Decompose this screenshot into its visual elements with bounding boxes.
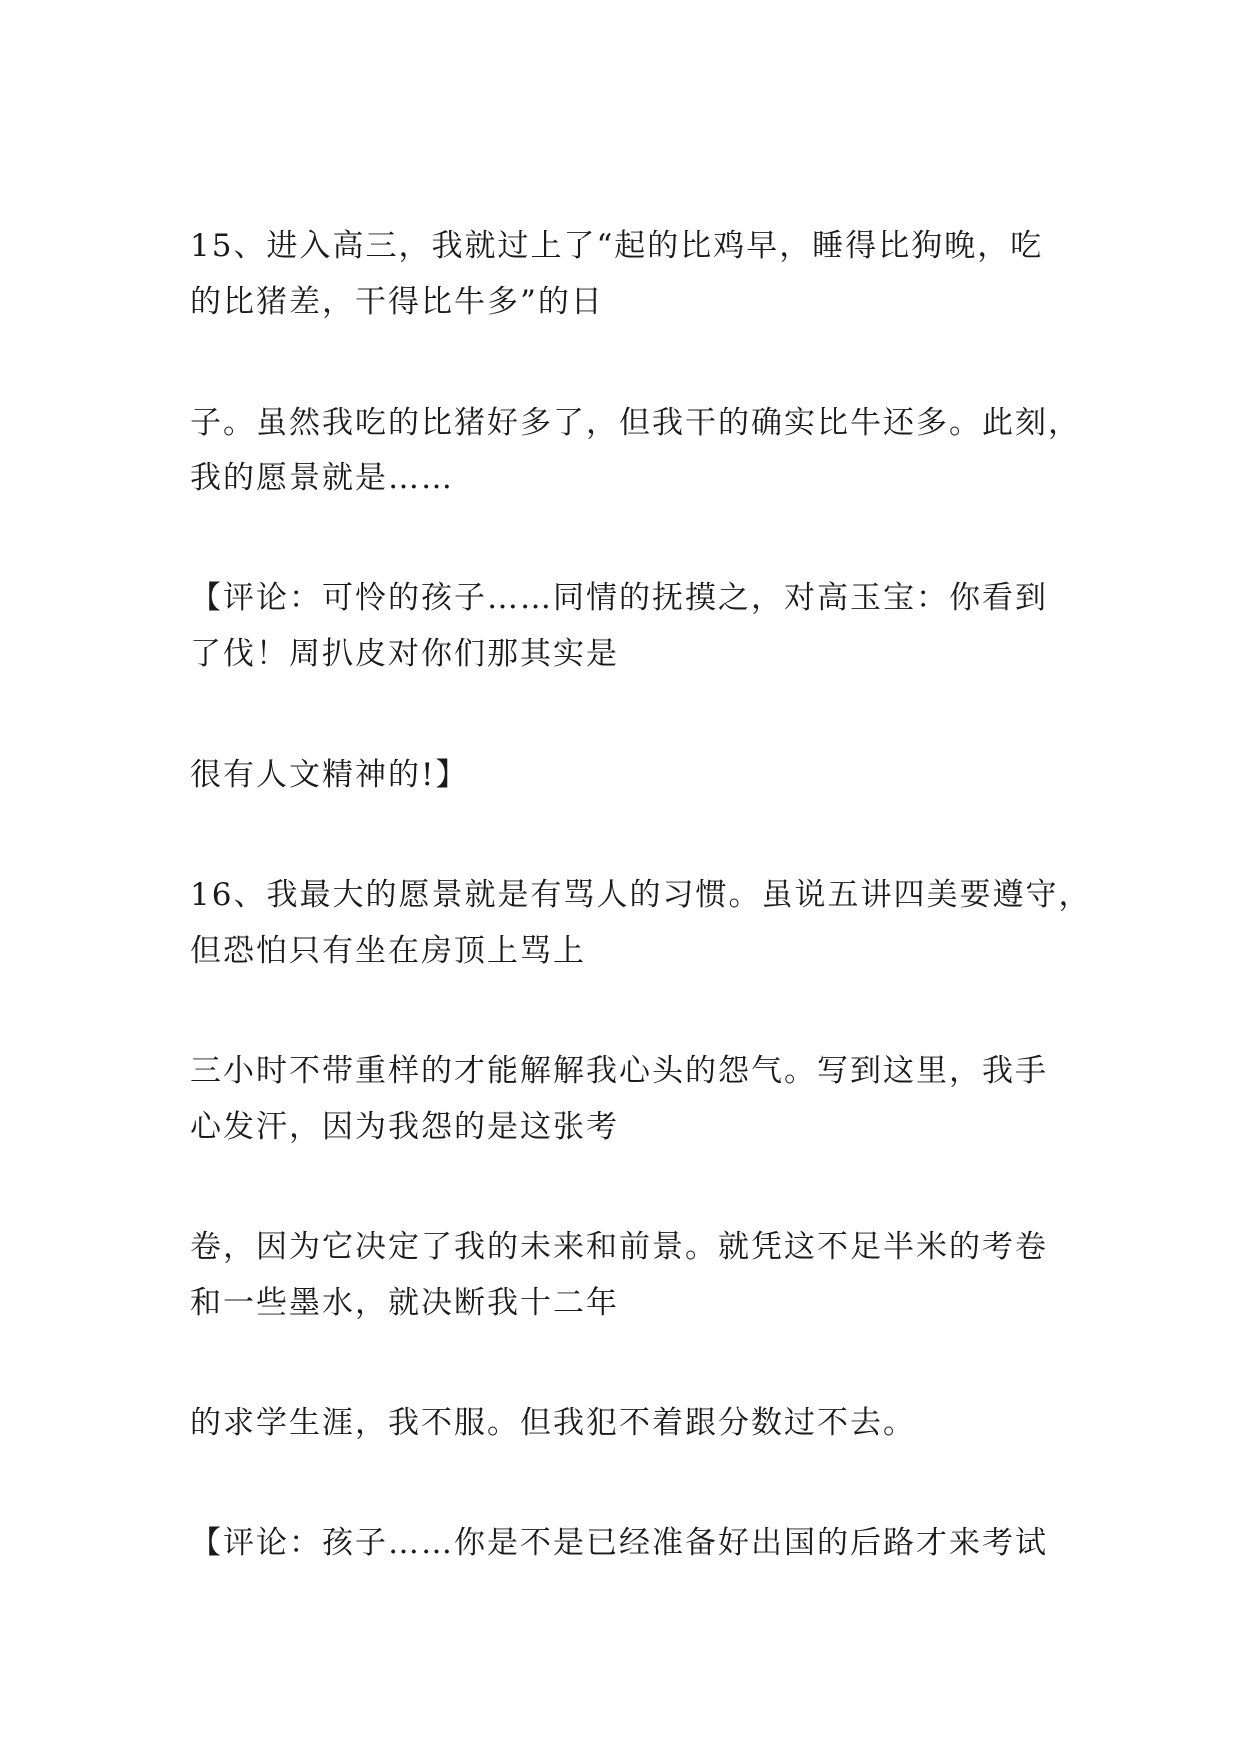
comment-line: 了伐！周扒皮对你们那其实是 — [190, 636, 619, 672]
text-line: 的比猪差，干得比牛多”的日 — [190, 284, 604, 320]
text-line: 但恐怕只有坐在房顶上骂上 — [190, 933, 586, 969]
comment-line: 很有人文精神的!】 — [190, 757, 469, 793]
comment-line: 【评论：孩子……你是不是已经准备好出国的后路才来考试 — [190, 1525, 1048, 1561]
text-line: 三小时不带重样的才能解解我心头的怨气。写到这里，我手 — [190, 1053, 1048, 1089]
text-line: 和一些墨水，就决断我十二年 — [190, 1285, 619, 1321]
text-line: 心发汗，因为我怨的是这张考 — [190, 1109, 619, 1145]
text-line: 的求学生涯，我不服。但我犯不着跟分数过不去。 — [190, 1405, 916, 1441]
text-line: 我的愿景就是…… — [190, 460, 454, 496]
text-line: 卷，因为它决定了我的未来和前景。就凭这不足半米的考卷 — [190, 1229, 1048, 1265]
comment-line: 【评论：可怜的孩子……同情的抚摸之，对高玉宝：你看到 — [190, 580, 1048, 616]
text-line: 子。虽然我吃的比猪好多了，但我干的确实比牛还多。此刻， — [190, 405, 1081, 441]
text-line: 16、我最大的愿景就是有骂人的习惯。虽说五讲四美要遵守， — [190, 877, 1092, 913]
text-line: 15、进入高三，我就过上了“起的比鸡早，睡得比狗晚，吃 — [190, 228, 1044, 264]
